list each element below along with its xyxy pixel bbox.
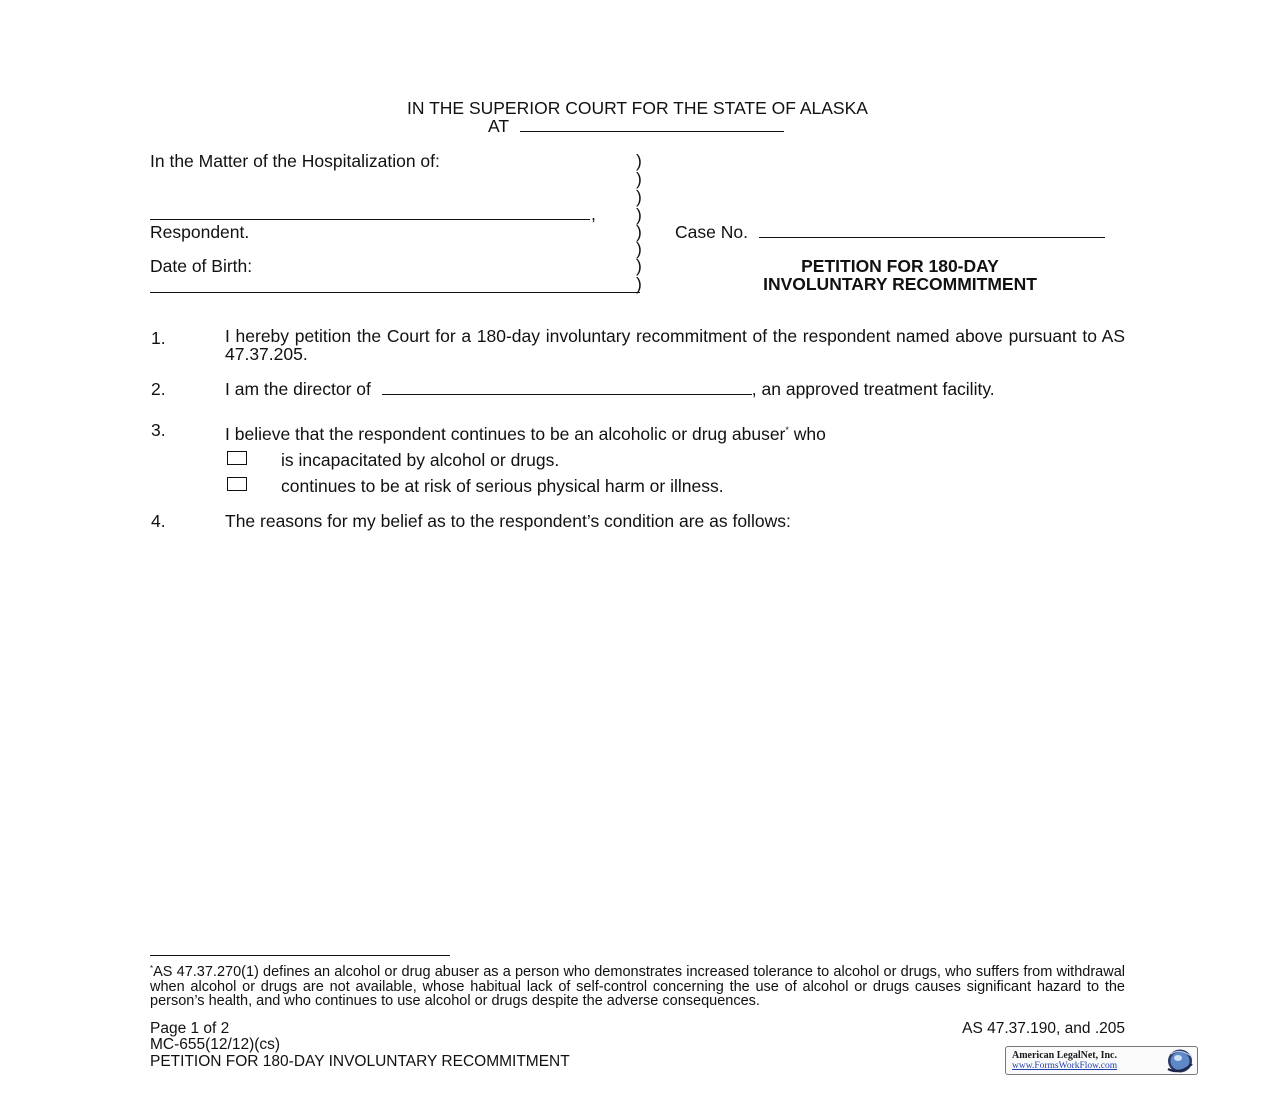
caption-paren: ) [636, 239, 642, 259]
incapacitated-checkbox[interactable] [227, 451, 247, 465]
court-location-row [488, 116, 784, 136]
option-a-label: is incapacitated by alcohol or drugs. [281, 450, 560, 470]
form-code: MC-655(12/12)(cs) [150, 1036, 281, 1053]
logo-url[interactable]: www.FormsWorkFlow.com [1012, 1061, 1118, 1071]
footnote-separator [150, 955, 450, 956]
item-1-number: 1. [151, 328, 166, 348]
matter-label: In the Matter of the Hospitalization of: [150, 151, 440, 171]
caption-paren: ) [636, 151, 642, 171]
item-3-who: who [788, 424, 826, 444]
page-number: Page 1 of 2 [150, 1020, 230, 1037]
case-number-field[interactable] [759, 223, 1105, 238]
item-2-prefix: I am the director of [225, 379, 371, 399]
respondent-label: Respondent. [150, 222, 250, 242]
respondent-comma: , [591, 204, 596, 224]
footnote-marker: * [785, 425, 789, 435]
item-4-number: 4. [151, 511, 166, 531]
globe-icon [1158, 1048, 1194, 1074]
case-no-label: Case No. [675, 222, 748, 242]
statute-reference: AS 47.37.190, and .205 [962, 1020, 1125, 1037]
dob-field[interactable] [150, 292, 640, 293]
option-b-label: continues to be at risk of serious physical harm or illness. [281, 476, 724, 496]
form-title-footer: PETITION FOR 180-DAY INVOLUNTARY RECOMMITMENT [150, 1053, 570, 1070]
caption-paren: ) [636, 169, 642, 189]
risk-of-harm-checkbox[interactable] [227, 477, 247, 491]
caption-paren: ) [636, 274, 642, 294]
caption-paren: ) [636, 222, 642, 242]
item-4-text: The reasons for my belief as to the respondent’s condition are as follows: [225, 511, 791, 531]
logo-company-name: American LegalNet, Inc. [1012, 1050, 1117, 1061]
at-label: AT [488, 116, 509, 136]
footnote-body: AS 47.37.270(1) defines an alcohol or drug abuser as a person who demonstrates increased tolerance to alcohol or drugs, who suffers from withdrawal when alcohol or drugs are not available, whose habitual lack of self-control concerning the use of alcohol or drugs causes significant hazard to the person’s health, and who continues to use alcohol or drugs despite the adverse consequences. [150, 964, 1125, 1009]
document-title-line1: PETITION FOR 180-DAY [801, 256, 999, 276]
court-heading: IN THE SUPERIOR COURT FOR THE STATE OF ALASKA [407, 98, 868, 118]
respondent-name-field[interactable] [150, 219, 590, 220]
caption-paren: ) [636, 187, 642, 207]
document-title [655, 257, 1145, 293]
item-3-text: I believe that the respondent continues to be an alcoholic or drug abuser [225, 424, 786, 444]
court-location-field[interactable] [520, 117, 784, 132]
footnote-asterisk: * [150, 964, 154, 973]
item-2-number: 2. [151, 379, 166, 399]
item-3-row [225, 420, 826, 444]
footnote-text [150, 962, 1125, 1009]
american-legalnet-logo[interactable] [1005, 1046, 1198, 1075]
item-3-number: 3. [151, 420, 166, 440]
facility-name-field[interactable] [382, 380, 752, 395]
document-title-line2: INVOLUNTARY RECOMMITMENT [763, 274, 1037, 294]
item-2-row [225, 379, 995, 399]
dob-label: Date of Birth: [150, 256, 253, 276]
reasons-text-area[interactable] [225, 540, 1125, 940]
item-1-text: I hereby petition the Court for a 180-day involuntary recommitment of the respondent named above pursuant to AS 47.37.205. [225, 326, 1125, 364]
case-number-row [675, 222, 1105, 242]
item-2-suffix: , an approved treatment facility. [751, 379, 995, 399]
caption-paren: ) [636, 256, 642, 276]
caption-paren: ) [636, 205, 642, 225]
